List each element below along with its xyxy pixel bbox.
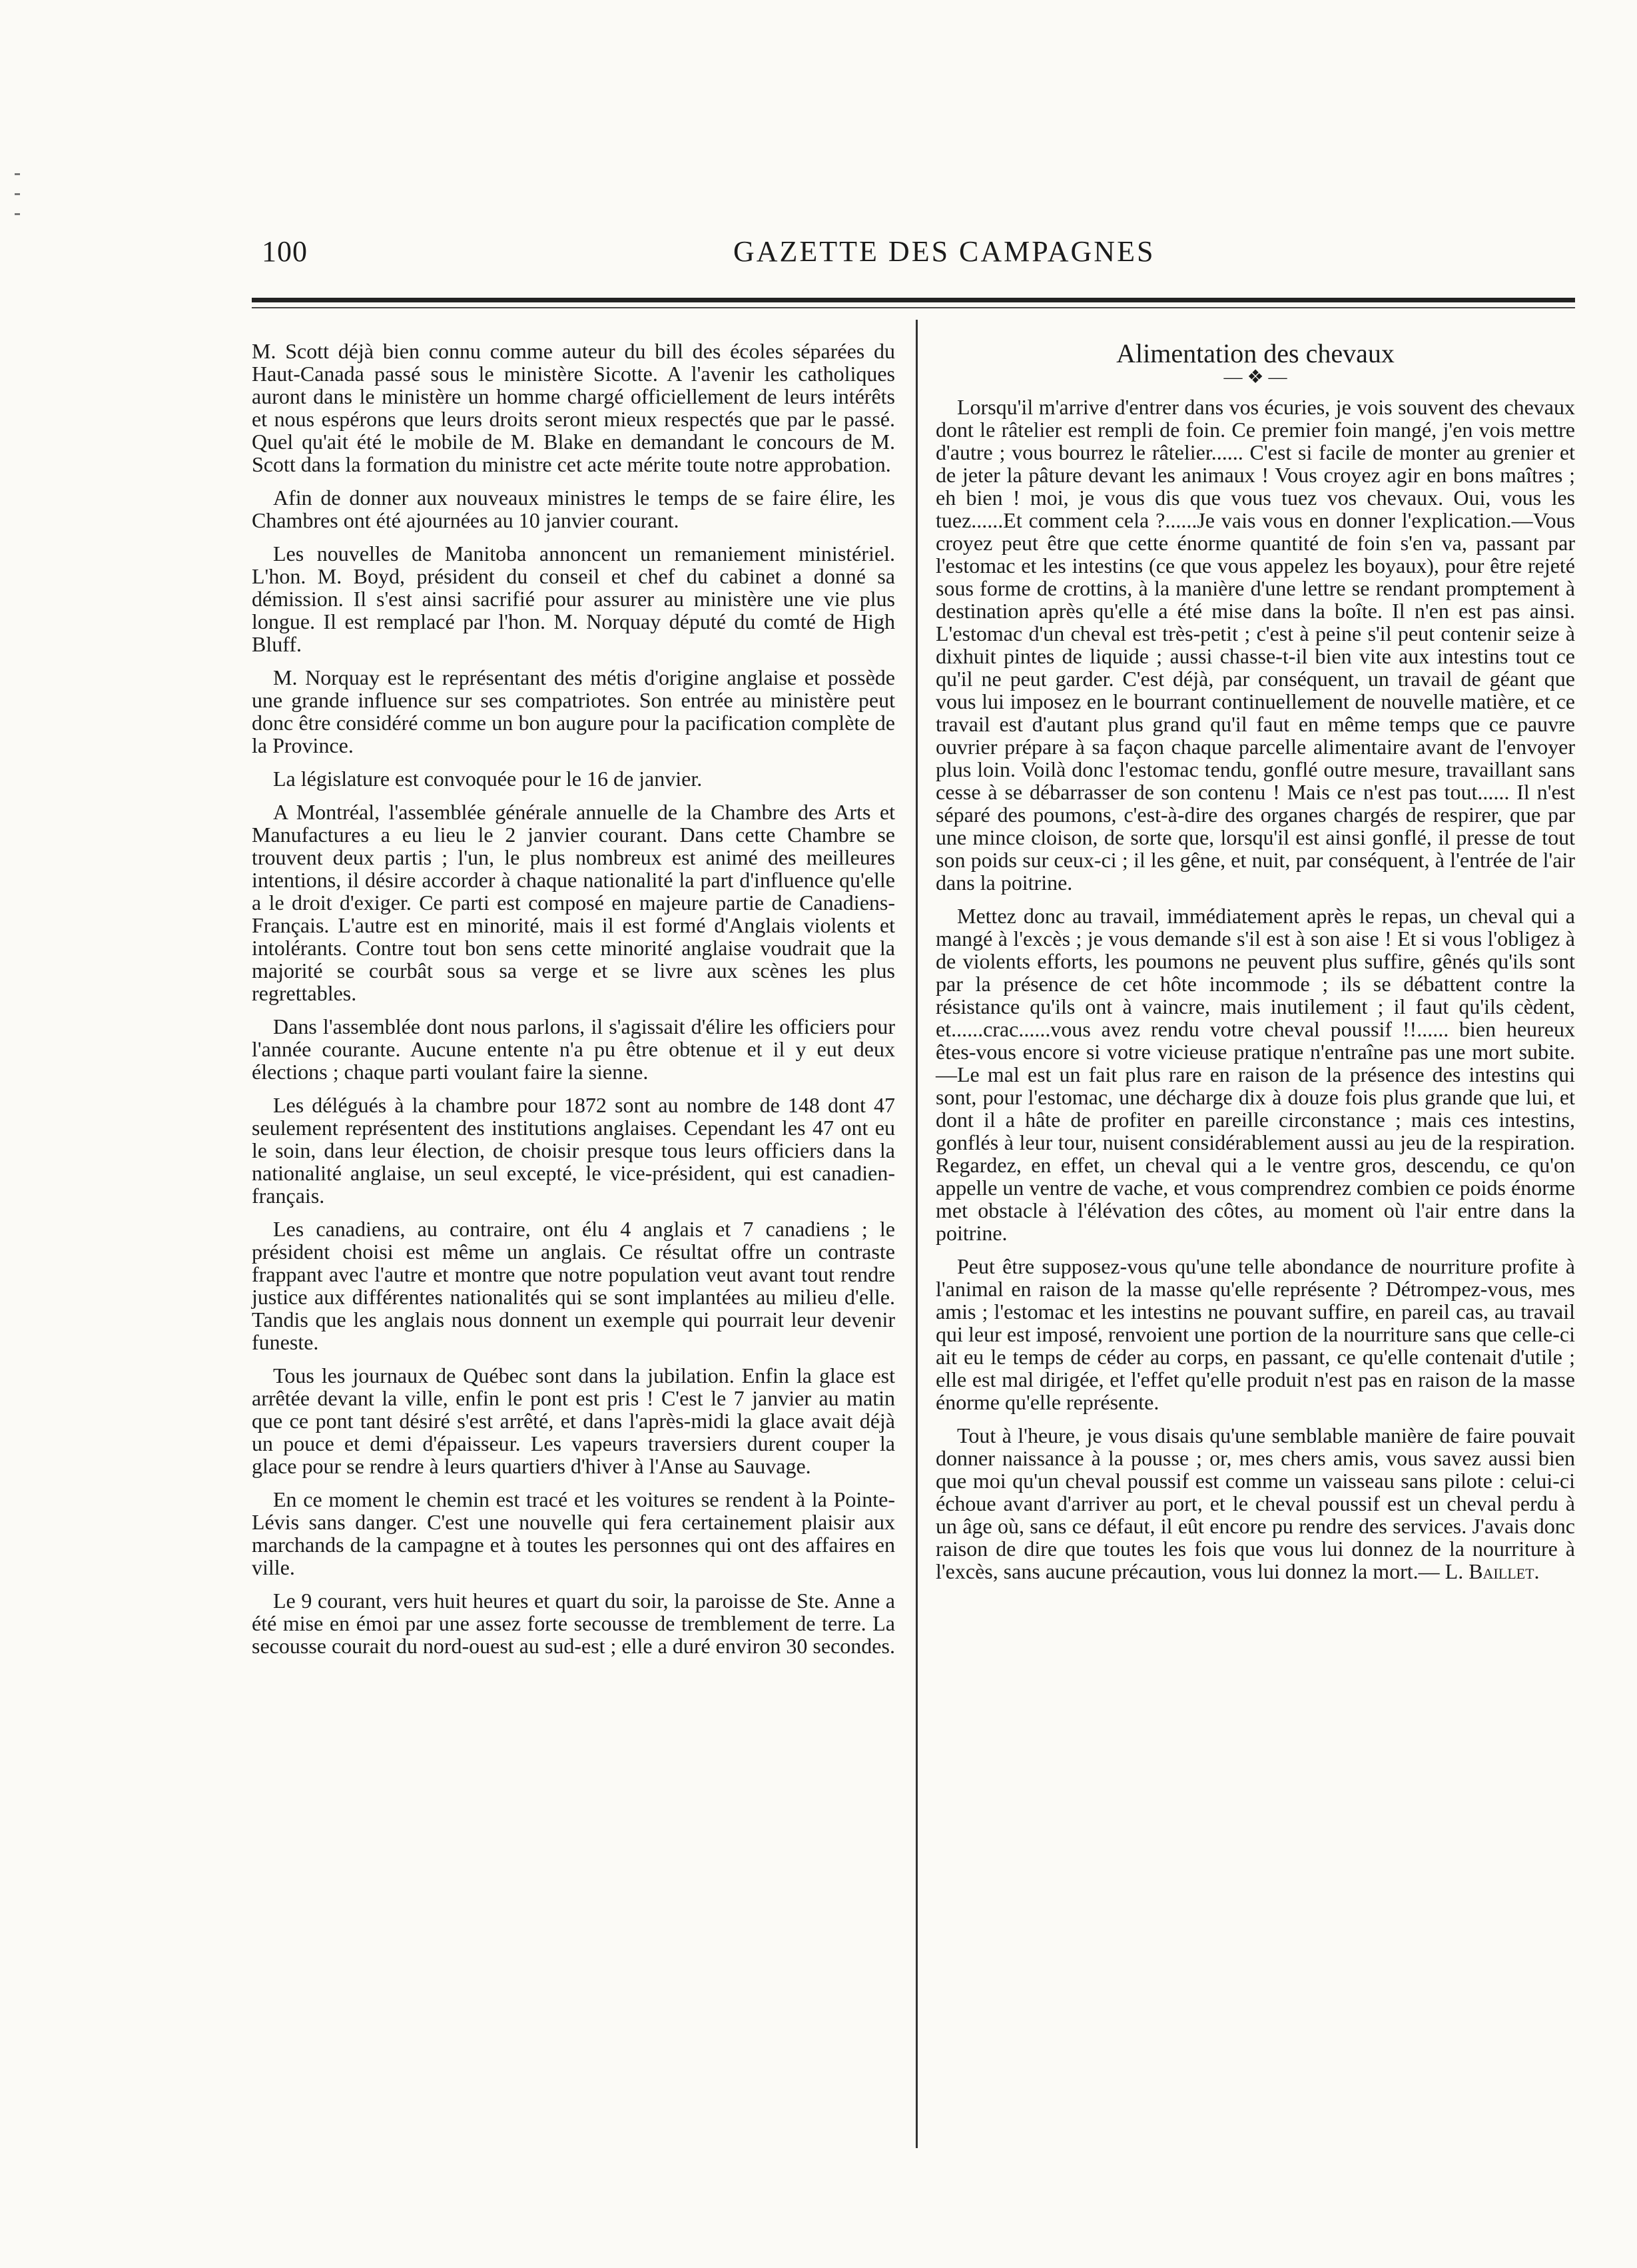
margin-mark — [15, 213, 20, 215]
paragraph: Le 9 courant, vers huit heures et quart du soir, la paroisse de Ste. Anne a été mise en émoi par une assez forte secousse de tremblement de terre. La secousse courait du nord-ouest au sud-est ; elle a duré environ 30 secondes. — [252, 1589, 895, 1658]
paragraph: Peut être supposez-vous qu'une telle abondance de nourriture profite à l'animal en raison de la masse qu'elle représente ? Détrompez-vous, mes amis ; l'estomac et les intestins ne pouvant suffire, en pareil cas, au travail qui leur est imposé, renvoient une portion de la nourriture sans que celle-ci ait eu le temps de céder au corps, en passant, ce qu'elle contenait d'utile ; elle est mal dirigée, et l'effet qu'elle produit n'est pas en raison de la masse énorme qu'elle représente. — [936, 1254, 1575, 1414]
paragraph: Dans l'assemblée dont nous parlons, il s'agissait d'élire les officiers pour l'année courante. Aucune entente n'a pu être obtenue et il y eut deux élections ; chaque parti voulant faire la sienne. — [252, 1014, 895, 1084]
paragraph: La législature est convoquée pour le 16 de janvier. — [273, 767, 703, 791]
paragraph: Lorsqu'il m'arrive d'entrer dans vos écuries, je vois souvent des chevaux dont le râtelier est rempli de foin. Ce premier foin mangé, j'en vois mettre d'autre ; vous bourrez le râtelier...... C'est si facile de monter au grenier et de jeter la pâture devant les animaux ! Vous croyez agir en bons maîtres ; eh bien ! moi, je vous dis que vous tuez vos chevaux. Oui, vous les tuez......Et comment cela ?......Je vais vous en donner l'explication.—Vous croyez peut être que cette énorme quantité de foin s'en va, passant par l'estomac et les intestins (ce que vous appelez les boyaux), pour être rejeté sous forme de crottins, à la manière d'une lettre se rendant promptement à destination après qu'elle a été mise dans la boîte. Il n'en est pas ainsi. L'estomac d'un cheval est très-petit ; c'est à peine s'il peut contenir seize à dixhuit pintes de liquide ; aussi chasse-t-il bien vite aux intestins tout ce qu'il ne peut garder. C'est déjà, par conséquent, un travail de géant que vous lui imposez en le bourrant continuellement de nouvelle matière, et ce travail est d'autant plus grand qu'il faut en même temps que ce pauvre ouvrier prépare à sa façon chaque parcelle alimentaire avant de l'envoyer plus loin. Voilà donc l'estomac tendu, gonflé outre mesure, travaillant sans cesse à se débarrasser de son contenu ! Mais ce n'est pas tout...... Il n'est séparé des poumons, c'est-à-dire des organes chargés de respirer, que par une mince cloison, de sorte que, lorsqu'il est ainsi gonflé, il presse de tout son poids sur ceux-ci ; il les gêne, et nuit, par conséquent, à l'entrée de l'air dans la poitrine. — [936, 395, 1575, 895]
paragraph-text: Tout à l'heure, je vous disais qu'une semblable manière de faire pouvait donner naissance à la pousse ; or, mes chers amis, vous savez aussi bien que moi qu'un cheval poussif est comme un vaisseau sans pilote : celui-ci échoue avant d'arriver au port, et le cheval poussif est un cheval perdu à un âge où, sans ce défaut, il eût encore pu rendre des services. J'avais donc raison de dire que toutes les fois que vous lui donnez de la nourriture à l'excès, sans aucune précaution, vous lui donnez la mort.— — [936, 1423, 1575, 1583]
paragraph: Les nouvelles de Manitoba annoncent un remaniement ministériel. L'hon. M. Boyd, président du conseil et chef du cabinet a donné sa démission. Il s'est ainsi sacrifié pour assurer au ministère une vie plus longue. Il est remplacé par l'hon. M. Norquay député du comté de High Bluff. — [252, 542, 895, 656]
closing-paragraph — [936, 1424, 1575, 1583]
article-title: Alimentation des chevaux — [1116, 338, 1395, 368]
margin-mark — [15, 173, 20, 175]
column-divider — [916, 320, 918, 2148]
paragraph: A Montréal, l'assemblée générale annuelle de la Chambre des Arts et Manufactures a eu lieu le 2 janvier courant. Dans cette Chambre se trouvent deux partis ; l'un, le plus nombreux est animé des meilleures intentions, il désire accorder à chaque nationalité la part d'influence qu'elle a le droit d'exiger. Ce parti est composé en majeure partie de Canadiens-Français. L'autre est en minorité, mais il est formé d'Anglais violents et intolérants. Contre tout bon sens cette minorité anglaise voudrait que la majorité se courbât sous sa verge et se livre aux scènes les plus regrettables. — [252, 800, 895, 1005]
page-number: 100 — [262, 235, 308, 268]
paragraph: Les délégués à la chambre pour 1872 sont au nombre de 148 dont 47 seulement représentent des institutions anglaises. Cependant les 47 ont eu le soin, dans leur élection, de choisir presque tous leurs officiers dans la nationalité anglaise, un seul excepté, le vice-président, qui est canadien-français. — [252, 1093, 895, 1208]
margin-mark — [15, 193, 20, 195]
paragraph: M. Scott déjà bien connu comme auteur du bill des écoles séparées du Haut-Canada passé sous le ministère Sicotte. A l'avenir les catholiques auront dans le ministère un homme chargé officiellement de leurs intérêts et nous espérons que leurs droits seront mieux respectés que par le passé. Quel qu'ait été le mobile de M. Blake en demandant le concours de M. Scott dans la formation du ministre cet acte mérite toute notre approbation. — [252, 339, 895, 476]
paragraph: Mettez donc au travail, immédiatement après le repas, un cheval qui a mangé à l'excès ; je vous demande s'il est à son aise ! Et si vous l'obligez à de violents efforts, les poumons ne peuvent plus suffire, gênés qu'ils sont par la présence de cet hôte incommode ; ils se débattent contre la résistance qu'ils ont à vaincre, mais inutilement ; il faut qu'ils cèdent, et......crac......vous avez rendu votre cheval poussif !!...... bien heureux êtes-vous encore si votre vicieuse pratique n'entraîne pas une mort subite.—Le mal est un fait plus rare en raison de la présence des intestins qui sont, pour l'estomac, une décharge dix à douze fois plus grande que lui, et dont il a hâte de profiter en pareille circonstance ; mais ces intestins, gonflés à leur tour, nuisent considérablement aussi au jeu de la respiration. Regardez, en effet, un cheval qui a le ventre gros, descendu, ce qu'on appelle un ventre de vache, et vous comprendrez combien ce poids énorme met obstacle à l'élévation des côtes, au moment où l'air entre dans la poitrine. — [936, 904, 1575, 1245]
right-column — [936, 340, 1575, 1593]
header-rule-thin — [252, 307, 1575, 308]
paragraph: Tous les journaux de Québec sont dans la jubilation. Enfin la glace est arrêtée devant la ville, enfin le pont est pris ! C'est le 7 janvier au matin que ce pont tant désiré s'est arrêté, et dans l'après-midi la glace avait déjà un pouce et demi d'épaisseur. Les vapeurs traversiers durent couper la glace pour se rendre à leurs quartiers d'hiver à l'Anse au Sauvage. — [252, 1363, 895, 1478]
page-title: GAZETTE DES CAMPAGNES — [733, 235, 1155, 268]
paragraph: Les canadiens, au contraire, ont élu 4 anglais et 7 canadiens ; le président choisi est même un anglais. Ce résultat offre un contraste frappant avec l'autre et montre que notre population veut avant tout rendre justice aux différentes nationalités qui se sont implantées au milieu d'elle. Tandis que les anglais nous donnent un exemple qui pourrait leur devenir funeste. — [252, 1217, 895, 1354]
paragraph: M. Norquay est le représentant des métis d'origine anglaise et possède une grande influence sur ses compatriotes. Son entrée au ministère peut donc être considéré comme un bon augure pour la pacification complète de la Province. — [252, 665, 895, 757]
paragraph: Afin de donner aux nouveaux ministres le temps de se faire élire, les Chambres ont été ajournées au 10 janvier courant. — [252, 486, 895, 532]
header-rule — [252, 298, 1575, 302]
title-ornament: — ❖ — — [1223, 367, 1287, 388]
author-signature: L. Baillet. — [1445, 1559, 1540, 1583]
paragraph: En ce moment le chemin est tracé et les voitures se rendent à la Pointe-Lévis sans danger. C'est une nouvelle qui fera certainement plaisir aux marchands de la campagne et à toutes les personnes qui ont des affaires en ville. — [252, 1487, 895, 1579]
left-column — [252, 340, 895, 1668]
